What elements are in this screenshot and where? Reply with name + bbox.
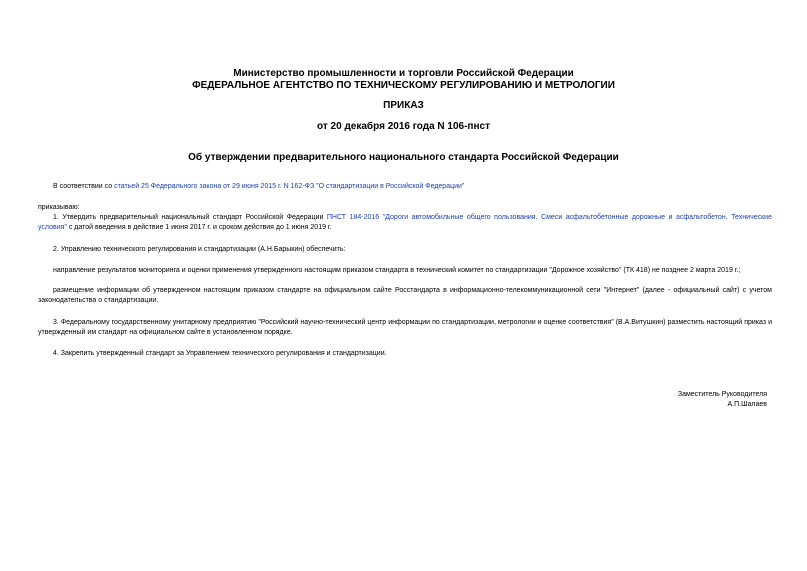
item-1: [38, 213, 772, 233]
item-2: 2. Управлению технического регулирования и стандартизации (А.Н.Барыкин) обеспечить:: [53, 246, 346, 253]
signature-position: Заместитель Руководителя: [677, 391, 767, 398]
signature-name: А.П.Шалаев: [727, 401, 767, 408]
item-4: 4. Закрепить утвержденный стандарт за Управлением технического регулирования и стандартизации.: [53, 350, 387, 357]
doc-type: ПРИКАЗ: [383, 100, 424, 111]
item-2-a: направление результатов мониторинга и оценки применения утвержденного настоящим приказом стандарта в технический комитет по стандартизации "Дорожное хозяйство" (ТК 418) не позднее 2 марта 2019 г.;: [53, 267, 741, 274]
intro-paragraph: [53, 182, 464, 192]
law-link[interactable]: статьей 25 Федерального закона от 29 июня 2015 г. N 162-ФЗ "О стандартизации в Российской Федерации": [114, 183, 465, 190]
item-2-b: размещение информации об утвержденном настоящим приказом стандарте на официальном сайте Росстандарта в информационно-телекоммуникационной сети "Интернет" (далее - официальный сайт) с учетом законодательства о стандартизации.: [38, 287, 772, 304]
agency-title: ФЕДЕРАЛЬНОЕ АГЕНТСТВО ПО ТЕХНИЧЕСКОМУ РЕГУЛИРОВАНИЮ И МЕТРОЛОГИИ: [192, 80, 615, 91]
item-1-text: 1. Утвердить предварительный национальный стандарт Российской Федерации: [53, 214, 327, 221]
intro-text: В соответствии со: [53, 183, 115, 190]
standard-link[interactable]: ПНСТ 184-2016 "Дороги автомобильные общего пользования. Смеси асфальтобетонные дорожные и асфальтобетон. Технические условия": [38, 214, 772, 231]
item-3: 3. Федеральному государственному унитарному предприятию "Российский научно-технический центр информации по стандартизации, метрологии и оценке соответствия" (В.А.Витушкин) разместить настоящий приказ и утвержденный им стандарт на официальном сайте в установленном порядке.: [38, 319, 772, 336]
order-word: приказываю:: [38, 204, 80, 211]
ministry-title: Министерство промышленности и торговли Российской Федерации: [233, 68, 574, 79]
doc-subject: Об утверждении предварительного национального стандарта Российской Федерации: [188, 152, 619, 163]
item-1-text-after: с датой введения в действие 1 июня 2017 г. и сроком действия до 1 июня 2019 г.: [66, 224, 332, 231]
doc-date-number: от 20 декабря 2016 года N 106-пнст: [317, 121, 490, 132]
